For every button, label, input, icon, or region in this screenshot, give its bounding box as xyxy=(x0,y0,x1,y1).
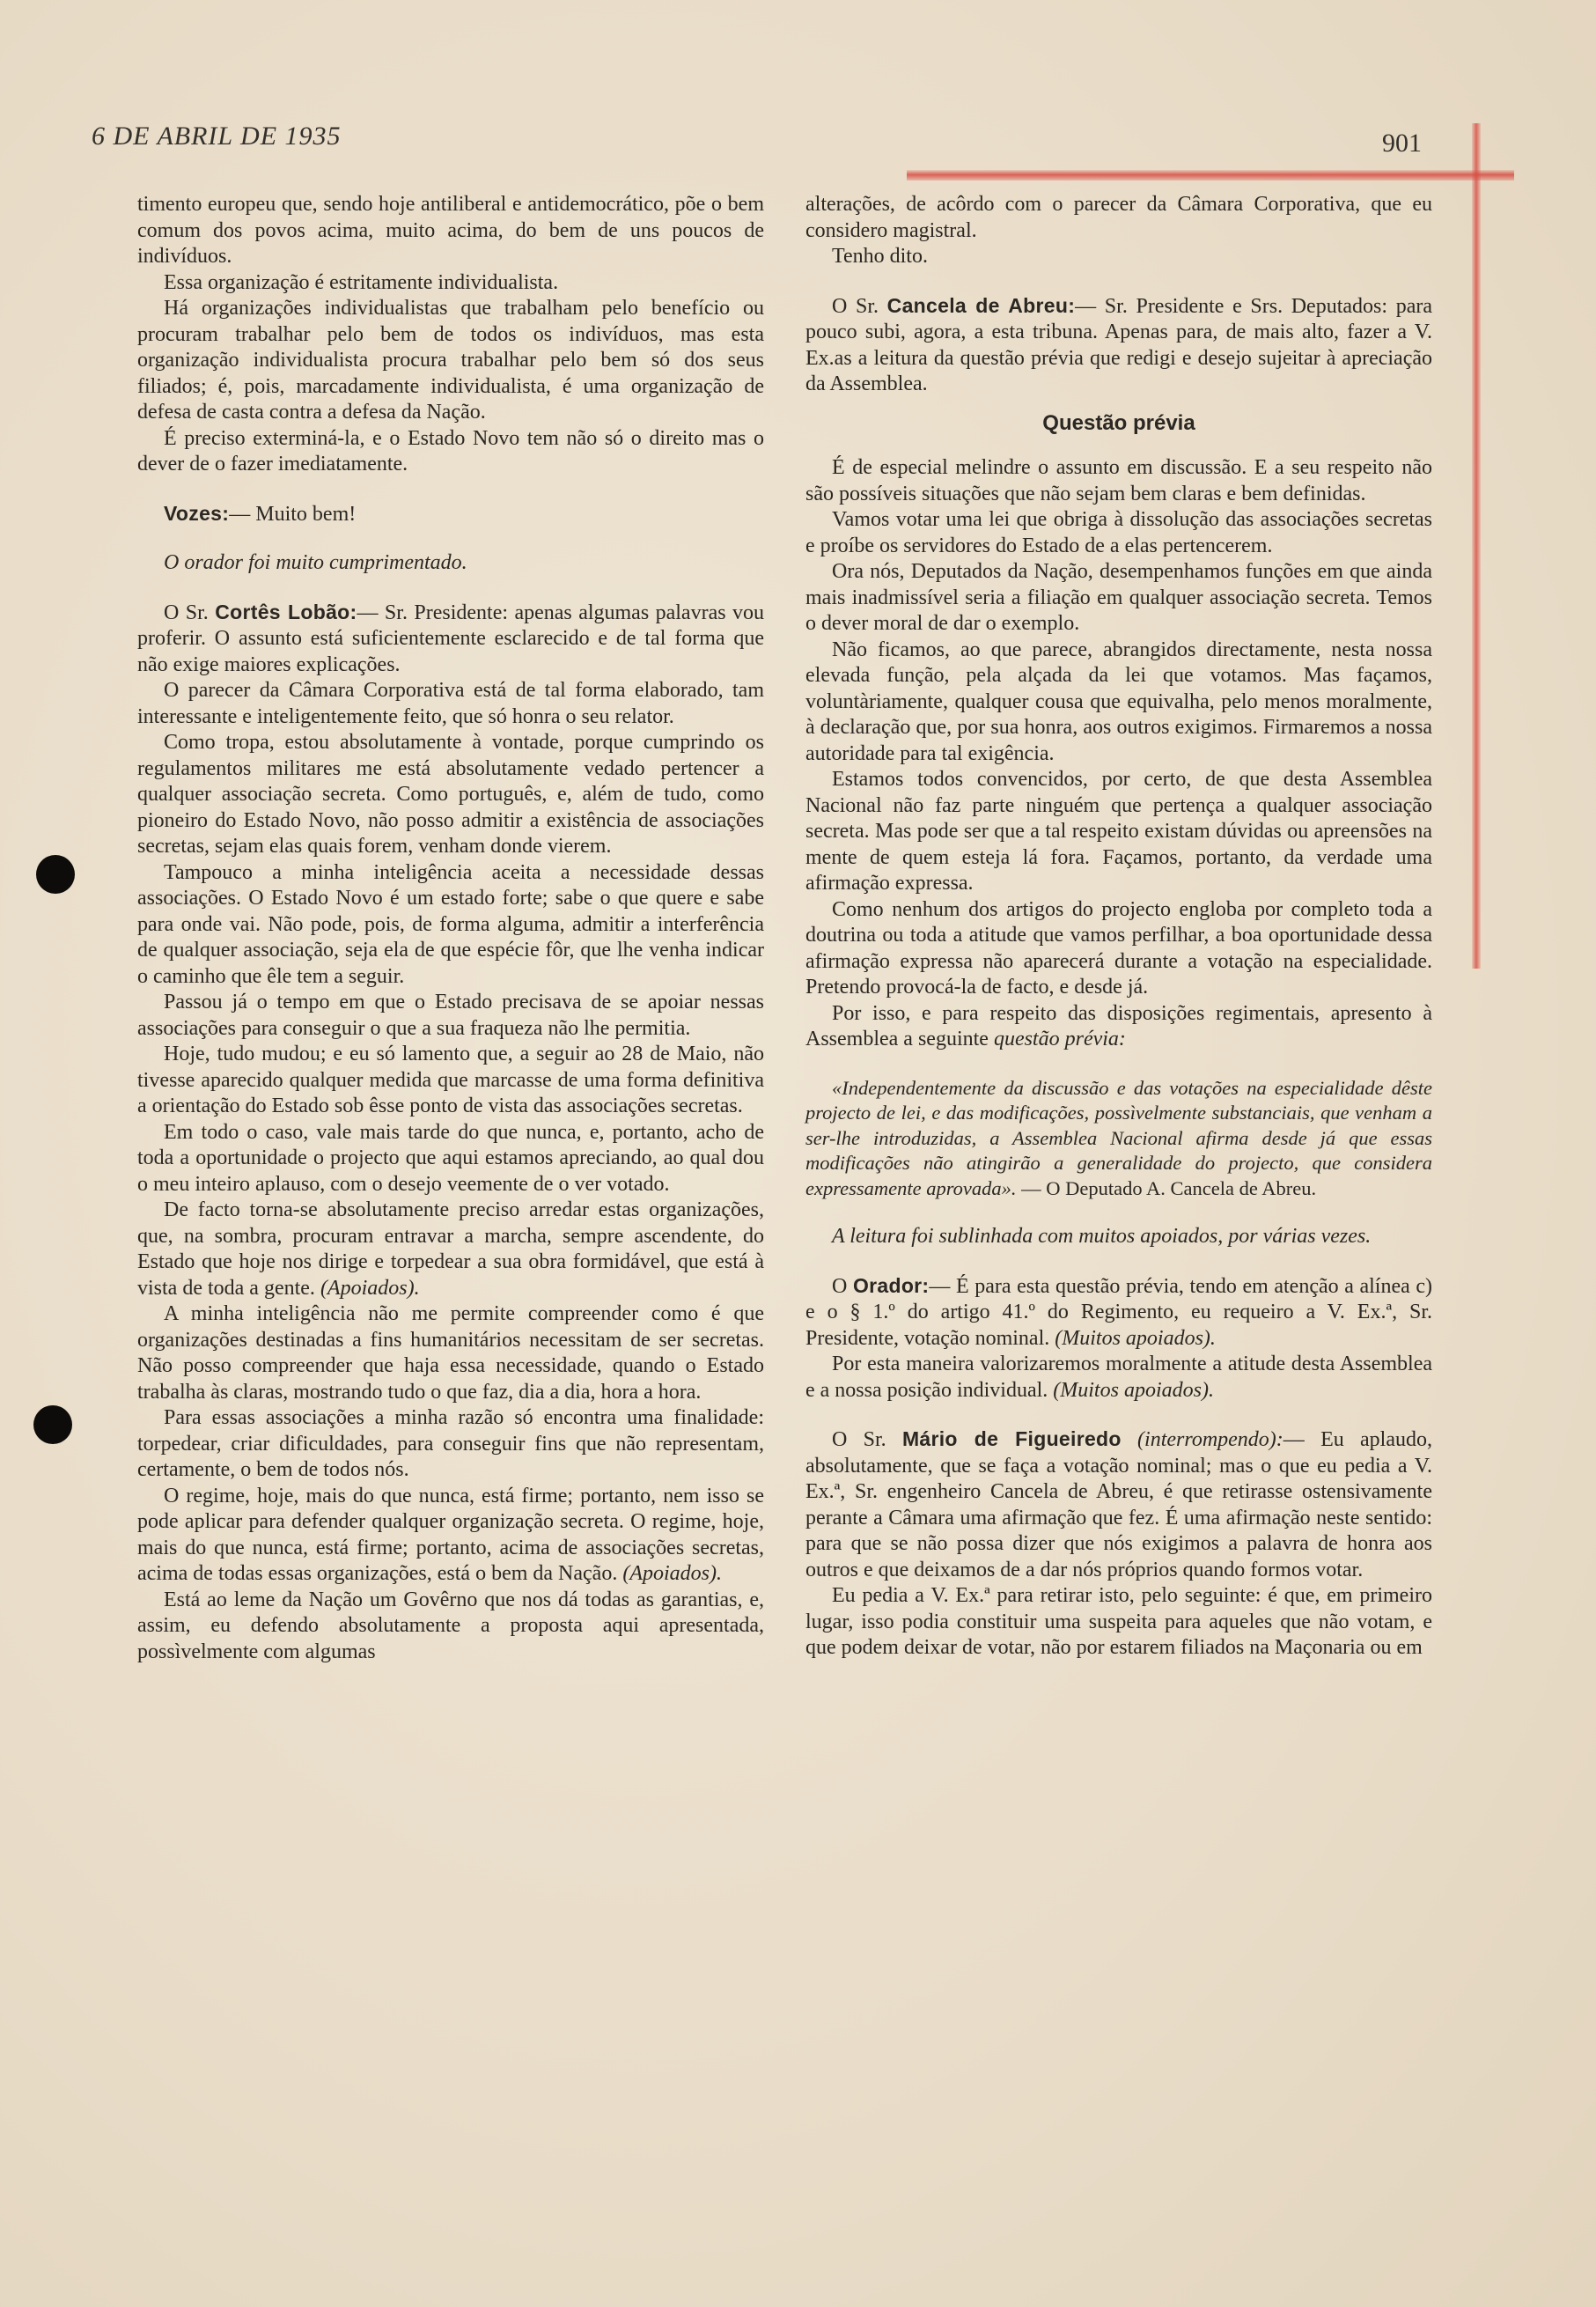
paragraph: Como nenhum dos artigos do projecto engloba por completo toda a doutrina ou toda a atitude que vamos perfilhar, a boa oportunidade dessa afirmação expressa não aparecerá durante a votação na especialidade. Pretendo provocá-la de facto, e desde já. xyxy=(805,897,1432,999)
speaker-name: Cortês Lobão: xyxy=(215,600,357,623)
speech-opening xyxy=(805,293,1432,398)
speaker-name: Cancela de Abreu: xyxy=(886,293,1076,317)
apoiados-note: (Apoiados). xyxy=(320,1276,420,1300)
speech-opening xyxy=(805,1273,1432,1353)
apoiados-note: (Muitos apoiados). xyxy=(1055,1326,1216,1350)
speech-text: — É para esta questão prévia, tendo em atenção a alínea c) e o § 1.º do artigo 41.º do Regimento, eu requeiro a V. Ex.ª, Sr. Presidente, votação nominal. xyxy=(805,1274,1433,1350)
paragraph: Como tropa, estou absolutamente à vontade, porque cumprindo os regulamentos militares me está absolutamente vedado pertencer a qualquer associação secreta. Como português, e, além de tudo, como pioneiro do Estado Novo, não posso admitir a existência de associações secretas, sejam elas quais forem, venham donde vierem. xyxy=(137,731,764,858)
paragraph: Estamos todos convencidos, por certo, de que desta Assemblea Nacional não faz parte ninguém que pertença a qualquer associação secreta. Mas pode ser que a tal respeito existam dúvidas ou apreensões na mente de quem esteja lá fora. Façamos, portanto, da verdade uma afirmação expressa. xyxy=(805,768,1432,895)
paragraph: É de especial melindre o assunto em discussão. E a seu respeito não são possíveis situações que não sejam bem claras e bem definidas. xyxy=(805,456,1432,505)
paragraph: Vamos votar uma lei que obriga à dissolução das associações secretas e proíbe os servidores do Estado de a elas pertencerem. xyxy=(805,508,1432,557)
red-pencil-mark-horizontal xyxy=(907,170,1514,181)
punch-hole-lower xyxy=(33,1405,72,1444)
left-column xyxy=(137,192,764,1665)
interjection-text: — Muito bem! xyxy=(229,502,357,526)
speaker-prefix: O Sr. xyxy=(832,1428,886,1451)
speech-text: — Sr. Presidente: apenas algumas palavras vou proferir. O assunto está suficientemente esclarecido e de tal forma que não exige maiores explicações. xyxy=(137,601,765,676)
paragraph: Não ficamos, ao que parece, abrangidos directamente, nesta nossa elevada função, pela alçada da lei que votamos. Mas façamos, voluntàriamente, qualquer cousa que equivalha, pelo menos moralmente, à declaração que, por sua honra, aos outros exigimos. Firmaremos a nossa autoridade para tal exigência. xyxy=(805,638,1432,765)
speaker-prefix: O Sr. xyxy=(832,294,879,318)
speaker-name: Mário de Figueiredo xyxy=(901,1427,1122,1450)
paragraph xyxy=(137,1484,764,1588)
speech-opening xyxy=(805,1426,1432,1583)
paragraph: Para essas associações a minha razão só encontra uma finalidade: torpedear, criar dificuldades, para conseguir fins que não representam, certamente, o bem de todos nós. xyxy=(137,1406,764,1481)
paragraph: Essa organização é estritamente individualista. xyxy=(164,270,559,294)
paragraph-text: O regime, hoje, mais do que nunca, está firme; portanto, nem isso se pode aplicar para defender qualquer organização secreta. O regime, hoje, mais do que nunca, está firme; portanto, acima de associações secretas, acima de todas essas organizações, está o bem da Nação. xyxy=(137,1484,764,1585)
paragraph: A minha inteligência não me permite compreender como é que organizações destinadas a fins humanitários necessitam de ser secretas. Não posso compreender que haja essa necessidade, quando o Estado trabalha às claras, mostrando tudo o que faz, dia a dia, hora a hora. xyxy=(137,1302,764,1404)
paragraph: Em todo o caso, vale mais tarde do que nunca, e, portanto, acho de toda a oportunidade o projecto que aqui estamos apreciando, ao qual dou o meu inteiro aplauso, com o desejo veemente de o ver votado. xyxy=(137,1120,764,1196)
interjection xyxy=(137,501,764,528)
page-date: 6 DE ABRIL DE 1935 xyxy=(92,122,342,151)
paragraph: Hoje, tudo mudou; e eu só lamento que, a seguir ao 28 de Maio, não tivesse aparecido qualquer medida que marcasse de uma forma definitiva a orientação do Estado sob êsse ponto de vista das associações secretas. xyxy=(137,1043,764,1117)
paragraph: Passou já o tempo em que o Estado precisava de se apoiar nessas associações para conseguir o que a sua fraqueza não lhe permitia. xyxy=(137,991,764,1040)
paragraph: timento europeu que, sendo hoje antiliberal e antidemocrático, põe o bem comum dos povos acima, muito acima, do bem de uns poucos de indivíduos. xyxy=(137,193,764,268)
speaker-prefix: O xyxy=(832,1274,848,1298)
paragraph: O parecer da Câmara Corporativa está de tal forma elaborado, tam interessante e inteligentemente feito, que só honra o seu relator. xyxy=(137,679,764,728)
speaker-name: Vozes: xyxy=(164,501,230,525)
motion-text: «Independentemente da discussão e das votações na especialidade dêste projecto de lei, e das modificações, possìvelmente substanciais, que venham a ser-lhe introduzidas, a Assemblea Nacional afirma desde já que essas modificações não atingirão a generalidade do projecto, que considera expressamente aprovada». xyxy=(805,1076,1432,1199)
stage-direction: O orador foi muito cumprimentado. xyxy=(164,551,467,574)
speech-text: — Sr. Presidente e Srs. Deputados: para pouco subi, agora, a esta tribuna. Apenas para, de mais alto, fazer a V. Ex.as a leitura da questão prévia que redigi e desejo sujeitar à apreciação da Assemblea. xyxy=(805,294,1432,395)
paragraph: Há organizações individualistas que trabalham pelo benefício ou procuram trabalhar pelo bem de todos os indivíduos, mas esta organização individualista procura trabalhar pelo bem só dos seus filiados; é, pois, marcadamente individualista, é uma organização de defesa de casta contra a defesa da Nação. xyxy=(137,297,764,424)
italic-phrase: questão prévia: xyxy=(993,1028,1126,1050)
paragraph: É preciso exterminá-la, e o Estado Novo tem não só o direito mas o dever de o fazer imediatamente. xyxy=(137,426,764,475)
page-number: 901 xyxy=(1382,129,1422,158)
stage-direction: A leitura foi sublinhada com muitos apoiados, por várias vezes. xyxy=(832,1225,1372,1248)
paragraph-text: De facto torna-se absolutamente preciso arredar estas organizações, que, na sombra, procuram entravar a marcha, sempre ascendente, do Estado que hoje nos dirige e torpedear a sua obra formidável, que está à vista de toda a gente. xyxy=(137,1198,764,1300)
paragraph: Tampouco a minha inteligência aceita a necessidade dessas associações. O Estado Novo é um estado forte; sabe o que quere e sabe para onde vai. Não pode, pois, de forma alguma, admitir a interferência de qualquer associação, seja ela de que espécie fôr, que lhe venha indicar o caminho que êle tem a seguir. xyxy=(137,860,764,988)
paragraph-text: Por isso, e para respeito das disposições regimentais, apresento à Assemblea a seguinte xyxy=(805,1001,1432,1050)
speech-opening xyxy=(137,600,764,679)
paragraph xyxy=(805,1001,1432,1053)
paragraph xyxy=(137,1198,764,1301)
paragraph: Eu pedia a V. Ex.ª para retirar isto, pelo seguinte: é que, em primeiro lugar, isso podia constituir uma suspeita para aqueles que não votam, e que podem deixar de votar, não por estarem filiados na Maçonaria ou em xyxy=(805,1584,1432,1659)
paragraph-text: Por esta maneira valorizaremos moralmente a atitude desta Assemblea e a nossa posição individual. xyxy=(805,1353,1432,1402)
paragraph: Ora nós, Deputados da Nação, desempenhamos funções em que ainda mais inadmissível seria a filiação em qualquer associação secreta. Temos o dever moral de dar o exemplo. xyxy=(805,560,1432,635)
paragraph: Está ao leme da Nação um Govêrno que nos dá todas as garantias, e, assim, eu defendo absolutamente a proposta aqui apresentada, possìvelmente com algumas xyxy=(137,1588,764,1663)
apoiados-note: (Apoiados). xyxy=(622,1562,722,1585)
paragraph xyxy=(805,1352,1432,1404)
speech-text: — Eu aplaudo, absolutamente, que se faça a votação nominal; mas o que eu pedia a V. Ex.ª, Sr. engenheiro Cancela de Abreu, é que retirasse ostensivamente perante a Câmara uma afirmação que fez. É uma afirmação neste sentido: para que se não possa dizer que nós exigimos a palavra de honra aos outros e que deixamos de a dar nós próprios quando formos votar. xyxy=(805,1428,1433,1581)
paragraph: Tenho dito. xyxy=(832,245,928,268)
quoted-motion xyxy=(805,1076,1432,1202)
speaker-prefix: O Sr. xyxy=(164,601,209,624)
right-column xyxy=(805,192,1432,1662)
paragraph: alterações, de acôrdo com o parecer da Câmara Corporativa, que eu considero magistral. xyxy=(805,193,1432,242)
section-title: Questão prévia xyxy=(1042,410,1195,435)
interruption-note: (interrompendo): xyxy=(1137,1428,1283,1451)
punch-hole-upper xyxy=(36,855,75,894)
speaker-name: Orador: xyxy=(852,1273,930,1297)
motion-signature: — O Deputado A. Cancela de Abreu. xyxy=(1021,1176,1317,1199)
apoiados-note: (Muitos apoiados). xyxy=(1053,1378,1214,1402)
red-pencil-mark-vertical xyxy=(1472,123,1481,969)
